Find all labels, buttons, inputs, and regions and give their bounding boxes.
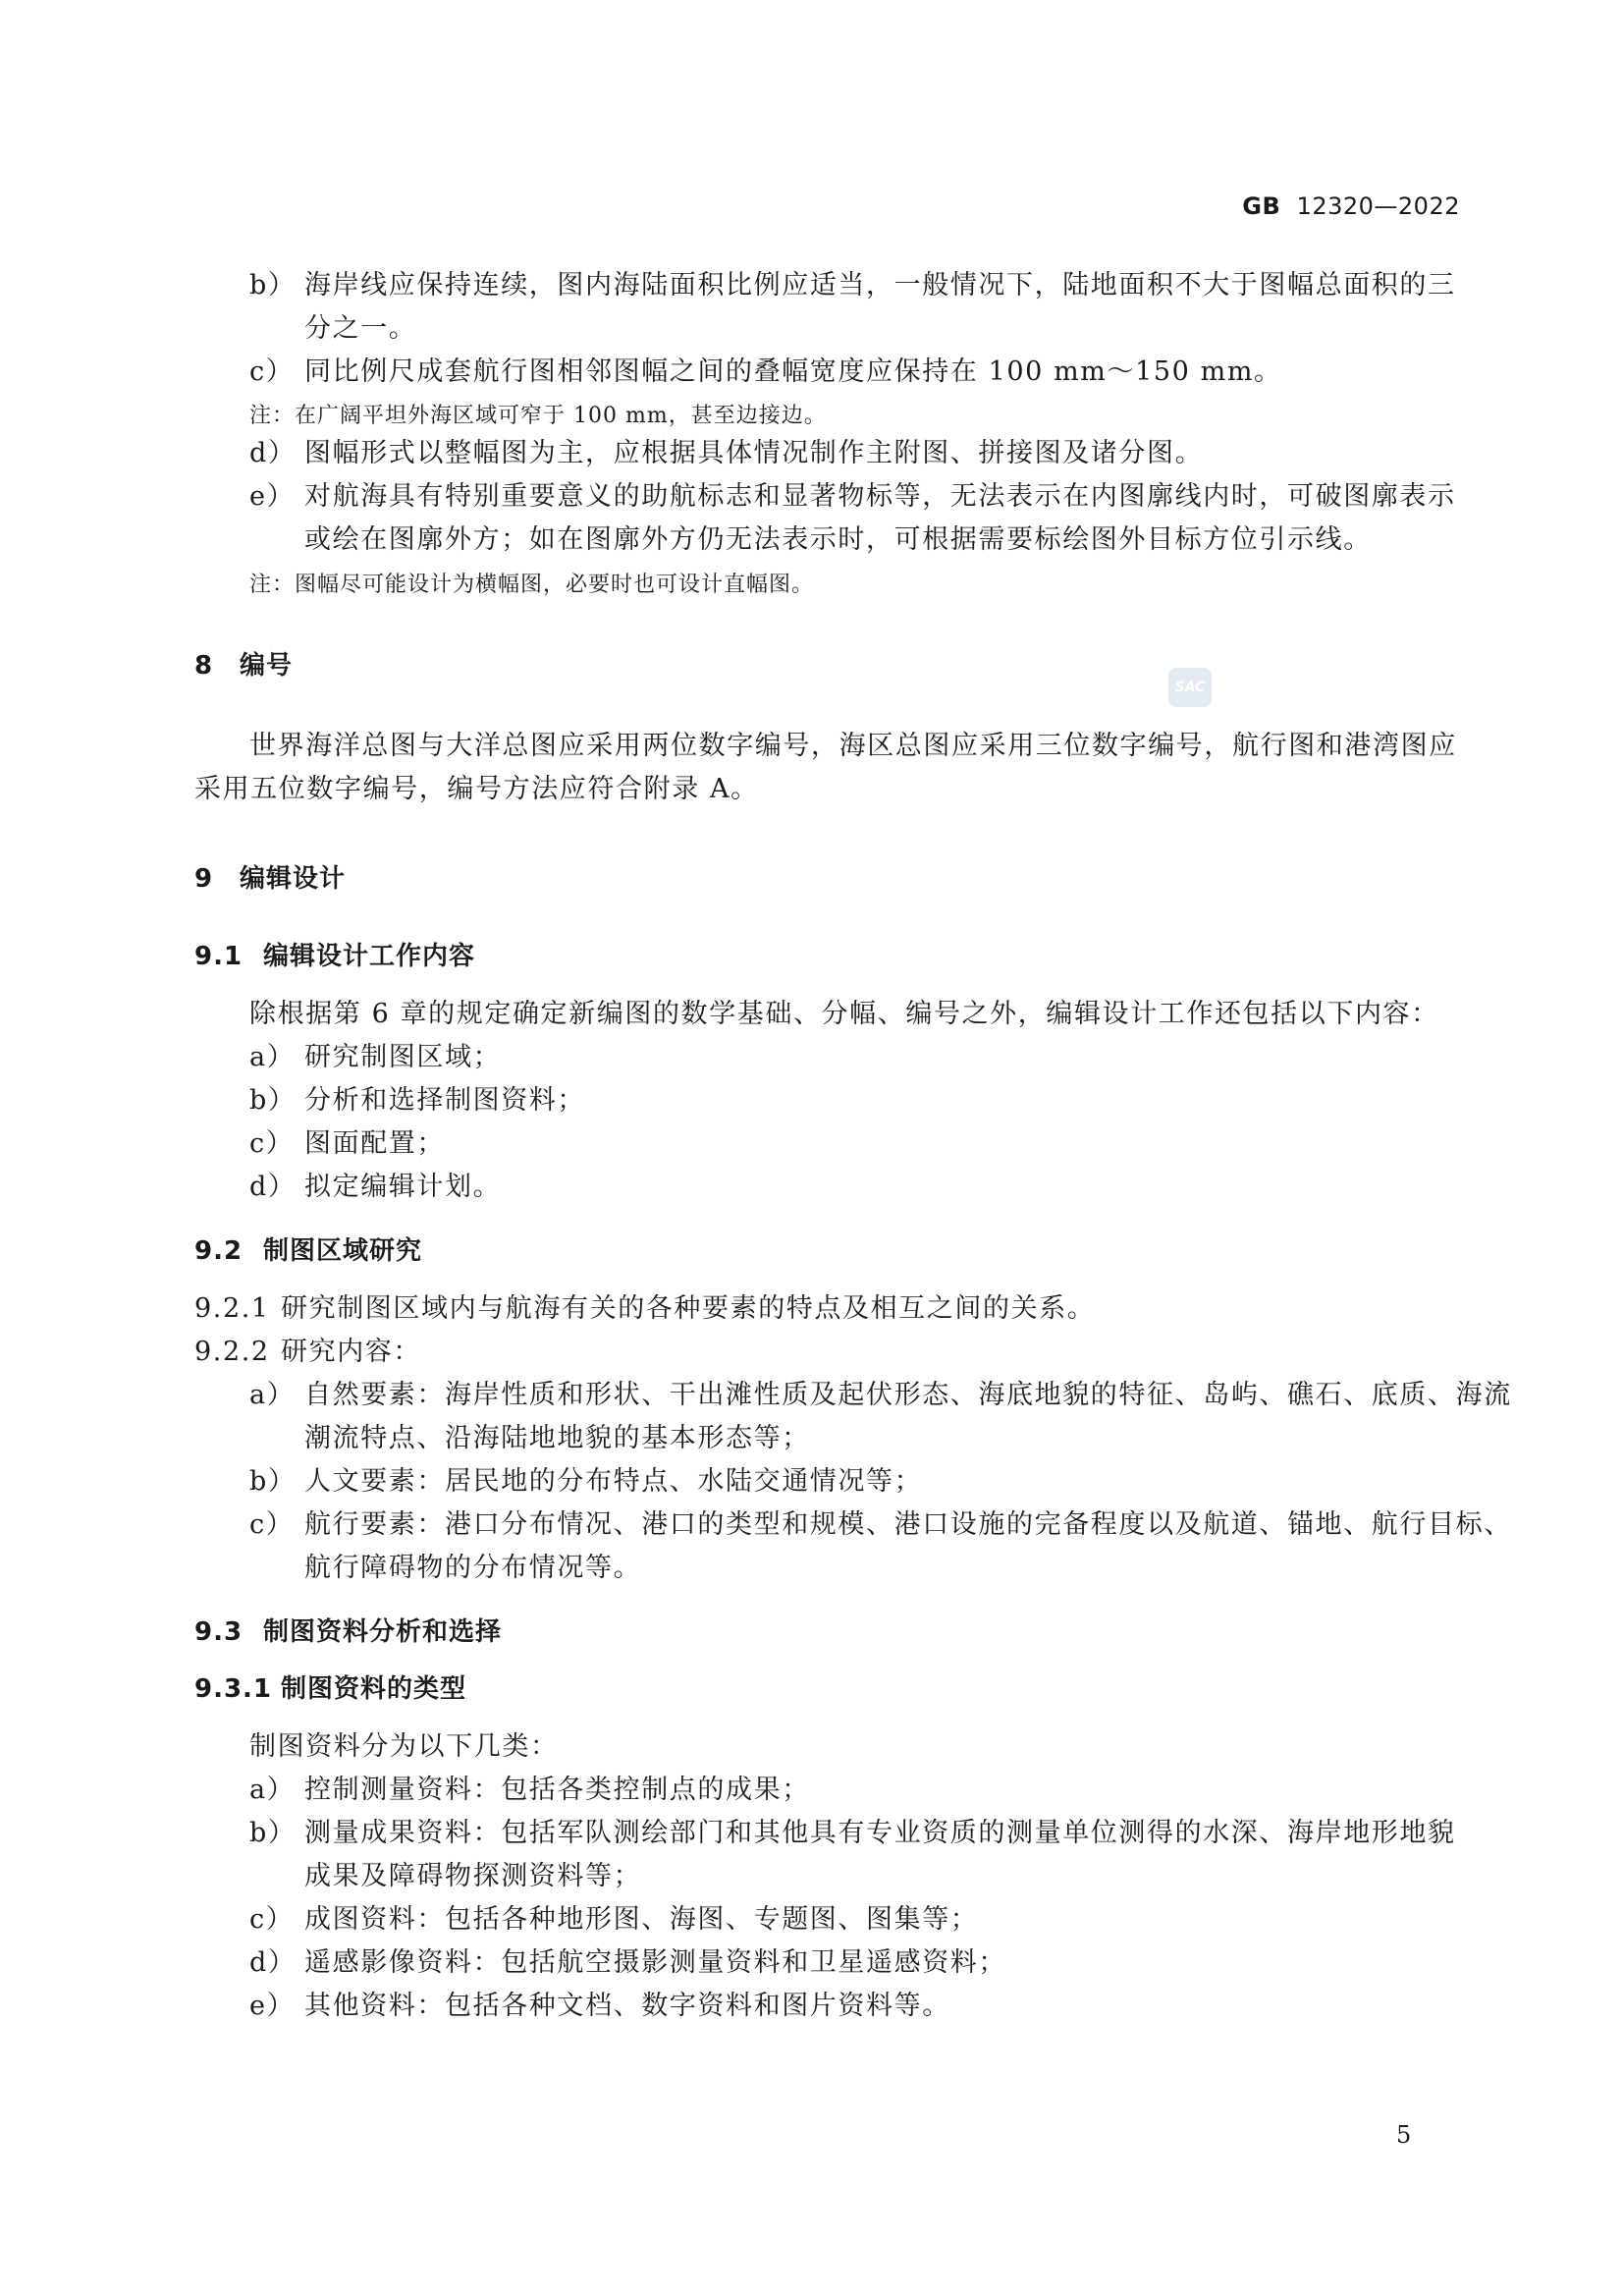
- section-9-3-1-intro: 制图资料分为以下几类：: [249, 1731, 559, 1762]
- list-item: c） 成图资料：包括各种地形图、海图、专题图、图集等；: [249, 1904, 979, 1935]
- section-9-3-1-heading: 9.3.1 制图资料的类型: [194, 1674, 467, 1704]
- standard-header: [1242, 192, 1460, 220]
- list-item: b） 人文要素：居民地的分布特点、水陆交通情况等；: [249, 1466, 923, 1497]
- list-item: b） 分析和选择制图资料；: [249, 1085, 585, 1116]
- standard-code: GB: [1242, 192, 1281, 220]
- list-item-c: c） 同比例尺成套航行图相邻图幅之间的叠幅宽度应保持在 100 mm～150 mm。: [249, 356, 1282, 387]
- list-item: a） 研究制图区域；: [249, 1042, 502, 1072]
- list-item: b） 测量成果资料：包括军队测绘部门和其他具有专业资质的测量单位测得的水深、海岸地形地貌: [249, 1818, 1456, 1848]
- list-item: e） 其他资料：包括各种文档、数字资料和图片资料等。: [249, 1991, 950, 2021]
- page-number: 5: [1396, 2121, 1412, 2149]
- clause-9-2-2: 9.2.2 研究内容：: [194, 1337, 421, 1367]
- list-item: d） 拟定编辑计划。: [249, 1172, 502, 1202]
- section-9-1-heading: 9.1 编辑设计工作内容: [194, 942, 476, 971]
- list-item-e-cont: 或绘在图廓外方；如在图廓外方仍无法表示时，可根据需要标绘图外目标方位引示线。: [304, 524, 1372, 555]
- list-item-d: d） 图幅形式以整幅图为主，应根据具体情况制作主附图、拼接图及诸分图。: [249, 438, 1204, 468]
- list-item: c） 航行要素：港口分布情况、港口的类型和规模、港口设施的完备程度以及航道、锚地、航行目标、: [249, 1509, 1512, 1540]
- list-item-e: e） 对航海具有特别重要意义的助航标志和显著物标等，无法表示在内图廓线内时，可破图廓表示: [249, 481, 1456, 512]
- list-item: a） 自然要素：海岸性质和形状、干出滩性质及起伏形态、海底地貌的特征、岛屿、礁石、底质、海流: [249, 1380, 1512, 1410]
- sac-watermark-icon: SAC: [1168, 668, 1212, 707]
- section-8-paragraph: 世界海洋总图与大洋总图应采用两位数字编号，海区总图应采用三位数字编号，航行图和港湾图应: [249, 731, 1457, 761]
- list-item-cont: 潮流特点、沿海陆地地貌的基本形态等；: [304, 1423, 810, 1453]
- section-8-heading: 8 编号: [194, 651, 294, 681]
- list-item-b-cont: 分之一。: [304, 313, 417, 344]
- note-2: 注：图幅尽可能设计为横幅图，必要时也可设计直幅图。: [249, 573, 815, 597]
- section-9-1-intro: 除根据第 6 章的规定确定新编图的数学基础、分幅、编号之外，编辑设计工作还包括以下内容：: [249, 999, 1439, 1029]
- section-8-paragraph-cont: 采用五位数字编号，编号方法应符合附录 A。: [194, 774, 759, 804]
- section-9-2-heading: 9.2 制图区域研究: [194, 1236, 423, 1266]
- list-item: d） 遥感影像资料：包括航空摄影测量资料和卫星遥感资料；: [249, 1947, 1006, 1978]
- list-item: a） 控制测量资料：包括各类控制点的成果；: [249, 1775, 810, 1805]
- standard-number: 12320—2022: [1296, 192, 1460, 220]
- list-item-cont: 成果及障碍物探测资料等；: [304, 1861, 642, 1891]
- list-item-cont: 航行障碍物的分布情况等。: [304, 1553, 642, 1583]
- list-item-b: b） 海岸线应保持连续，图内海陆面积比例应适当，一般情况下，陆地面积不大于图幅总面积的三: [249, 270, 1456, 301]
- section-9-heading: 9 编辑设计: [194, 864, 347, 894]
- note-1: 注：在广阔平坦外海区域可窄于 100 mm，甚至边接边。: [249, 404, 827, 428]
- clause-9-2-1: 9.2.1 研究制图区域内与航海有关的各种要素的特点及相互之间的关系。: [194, 1293, 1096, 1324]
- list-item: c） 图面配置；: [249, 1128, 445, 1159]
- section-9-3-heading: 9.3 制图资料分析和选择: [194, 1617, 503, 1647]
